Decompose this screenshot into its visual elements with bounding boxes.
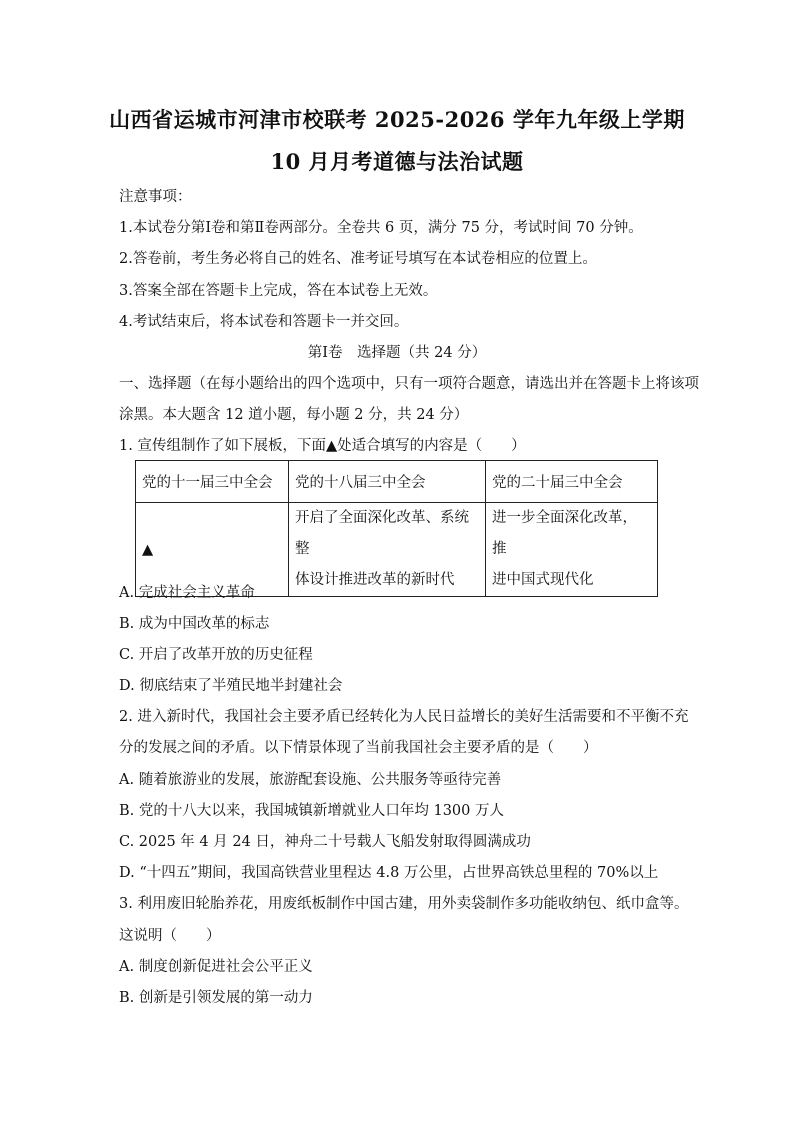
notice-item-2: 2.答卷前，考生务必将自己的姓名、准考证号填写在本试卷相应的位置上。 xyxy=(119,251,597,267)
table-cell-line: 体设计推进改革的新时代 xyxy=(295,572,455,588)
table-header-row xyxy=(136,461,658,503)
q2-option-b: B. 党的十八大以来，我国城镇新增就业人口年均 1300 万人 xyxy=(119,803,504,819)
exam-title-line1: 山西省运城市河津市校联考 2025-2026 学年九年级上学期 xyxy=(109,107,685,132)
q3-option-b: B. 创新是引领发展的第一动力 xyxy=(119,990,313,1006)
table-header-cell: 党的二十届三中全会 xyxy=(486,461,658,503)
section-instructions-line1: 一、选择题（在每小题给出的四个选项中，只有一项符合题意，请选出并在答题卡上将该项 xyxy=(119,376,699,392)
table-cell-line: 进一步全面深化改革，推 xyxy=(492,510,637,557)
notice-heading: 注意事项： xyxy=(119,189,192,205)
q1-option-c: C. 开启了改革开放的历史征程 xyxy=(119,647,313,663)
table-cell-line: 开启了全面深化改革、系统整 xyxy=(295,510,469,557)
q2-stem-line1: 2. 进入新时代，我国社会主要矛盾已经转化为人民日益增长的美好生活需要和不平衡不充 xyxy=(119,709,689,725)
notice-item-3: 3.答案全部在答题卡上完成，答在本试卷上无效。 xyxy=(119,283,438,299)
q3-option-a: A. 制度创新促进社会公平正义 xyxy=(119,959,313,975)
table-cell-line: 进中国式现代化 xyxy=(492,572,594,588)
table-header-cell: 党的十八届三中全会 xyxy=(289,461,486,503)
q1-stem: 1. 宣传组制作了如下展板，下面▲处适合填写的内容是（ ） xyxy=(119,438,526,454)
q2-stem-line2: 分的发展之间的矛盾。以下情景体现了当前我国社会主要矛盾的是（ ） xyxy=(119,740,598,756)
q1-option-b: B. 成为中国改革的标志 xyxy=(119,616,270,632)
q1-option-a: A. 完成社会主义革命 xyxy=(119,585,255,601)
notice-item-1: 1.本试卷分第Ⅰ卷和第Ⅱ卷两部分。全卷共 6 页，满分 75 分，考试时间 70 分钟。 xyxy=(119,220,643,236)
section-instructions-line2: 涂黑。本大题含 12 道小题，每小题 2 分，共 24 分） xyxy=(119,407,469,423)
exam-title-line2: 10 月月考道德与法治试题 xyxy=(270,149,524,174)
q1-option-d: D. 彻底结束了半殖民地半封建社会 xyxy=(119,678,343,694)
blank-marker-cell: ▲ xyxy=(136,503,289,597)
q3-stem-line2: 这说明（ ） xyxy=(119,928,221,944)
q2-option-c: C. 2025 年 4 月 24 日，神舟二十号载人飞船发射取得圆满成功 xyxy=(119,834,531,850)
table-header-cell: 党的十一届三中全会 xyxy=(136,461,289,503)
q2-option-a: A. 随着旅游业的发展，旅游配套设施、公共服务等亟待完善 xyxy=(119,772,502,788)
q1-table xyxy=(135,460,658,597)
table-cell xyxy=(486,503,658,597)
table-cell xyxy=(289,503,486,597)
section-heading: 第Ⅰ卷 选择题（共 24 分） xyxy=(307,345,487,361)
notice-item-4: 4.考试结束后，将本试卷和答题卡一并交回。 xyxy=(119,314,409,330)
q3-stem-line1: 3. 利用废旧轮胎养花，用废纸板制作中国古建，用外卖袋制作多功能收纳包、纸巾盒等。 xyxy=(119,896,689,912)
q2-option-d: D. “十四五”期间，我国高铁营业里程达 4.8 万公里，占世界高铁总里程的 70%以上 xyxy=(119,865,659,881)
